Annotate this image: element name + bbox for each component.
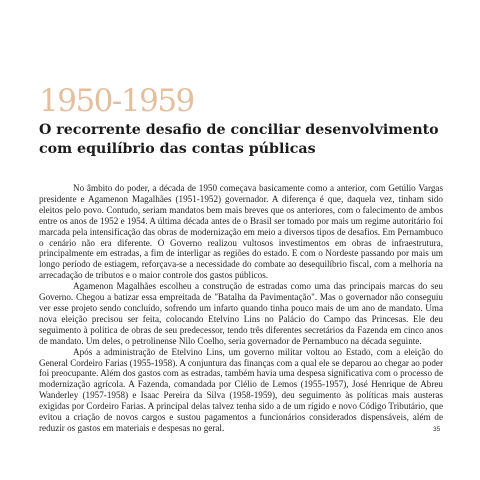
paragraph: No âmbito do poder, a década de 1950 começava basicamente como a anterior, com Getúlio Vargas presidente e Agamenon Magalhães (1951-1952) governador. A diferença é que, daquela vez, tinham sido eleitos pelo povo. Contudo, seriam mandatos bem mais breves que os anteriores, com o falecimento de ambos entre os anos de 1952 e 1954. A última década antes de o Brasil ser tomado por mais um regime autoritário foi marcada pela intensificação das obras de modernização em meio a diversos tipos de desafios. Em Pernambuco o cenário não era diferente. O Governo realizou vultosos investimentos em obras de infraestrutura, principalmente em estradas, a fim de interligar as regiões do estado. E com o Nordeste passando por mais um longo período de estiagem, reforçava-se a necessidade do combate ao desequilíbrio fiscal, com a melhoria na arrecadação de tributos e o maior controle dos gastos públicos. xyxy=(39,183,443,281)
paragraph: Agamenon Magalhães escolheu a construção de estradas como uma das principais marcas do seu Governo. Chegou a batizar essa empreitada de "Batalha da Pavimentação". Mas o governador não conseguiu ver esse projeto sendo concluído, sofrendo um infarto quando tinha pouco mais de um ano de mandato. Uma nova eleição precisou ser feita, colocando Etelvino Lins no Palácio do Campo das Princesas. Ele deu seguimento à política de obras de seu predecessor, tendo três diferentes secretários da Fazenda em cinco anos de mandato. Um deles, o petrolinense Nilo Coelho, seria governador de Pernambuco na década seguinte. xyxy=(39,281,443,346)
chapter-title-line-1: O recorrente desafio de conciliar desenvolvimento xyxy=(39,122,439,138)
decade-heading: 1950-1959 xyxy=(39,83,194,119)
body-text xyxy=(39,183,443,434)
page-number: 35 xyxy=(433,426,441,433)
chapter-title xyxy=(39,121,439,159)
paragraph: Após a administração de Etelvino Lins, um governo militar voltou ao Estado, com a eleição do General Cordeiro Farias (1955-1958). A conjuntura das finanças com a qual ele se deparou ao chegar ao poder foi preocupante. Além dos gastos com as estradas, também havia uma despesa significativa com o processo de modernização agrícola. A Fazenda, comandada por Clélio de Lemos (1955-1957), José Henrique de Abreu Wanderley (1957-1958) e Isaac Pereira da Silva (1958-1959), deu seguimento às políticas mais austeras exigidas por Cordeiro Farias. A principal delas talvez tenha sido a de um rígido e novo Código Tributário, que evitou a criação de novos cargos e sustou pagamentos a funcionários considerados dispensáveis, além de reduzir os gastos em materiais e despesas no geral. xyxy=(39,346,443,433)
chapter-title-line-2: com equilíbrio das contas públicas xyxy=(39,141,316,157)
